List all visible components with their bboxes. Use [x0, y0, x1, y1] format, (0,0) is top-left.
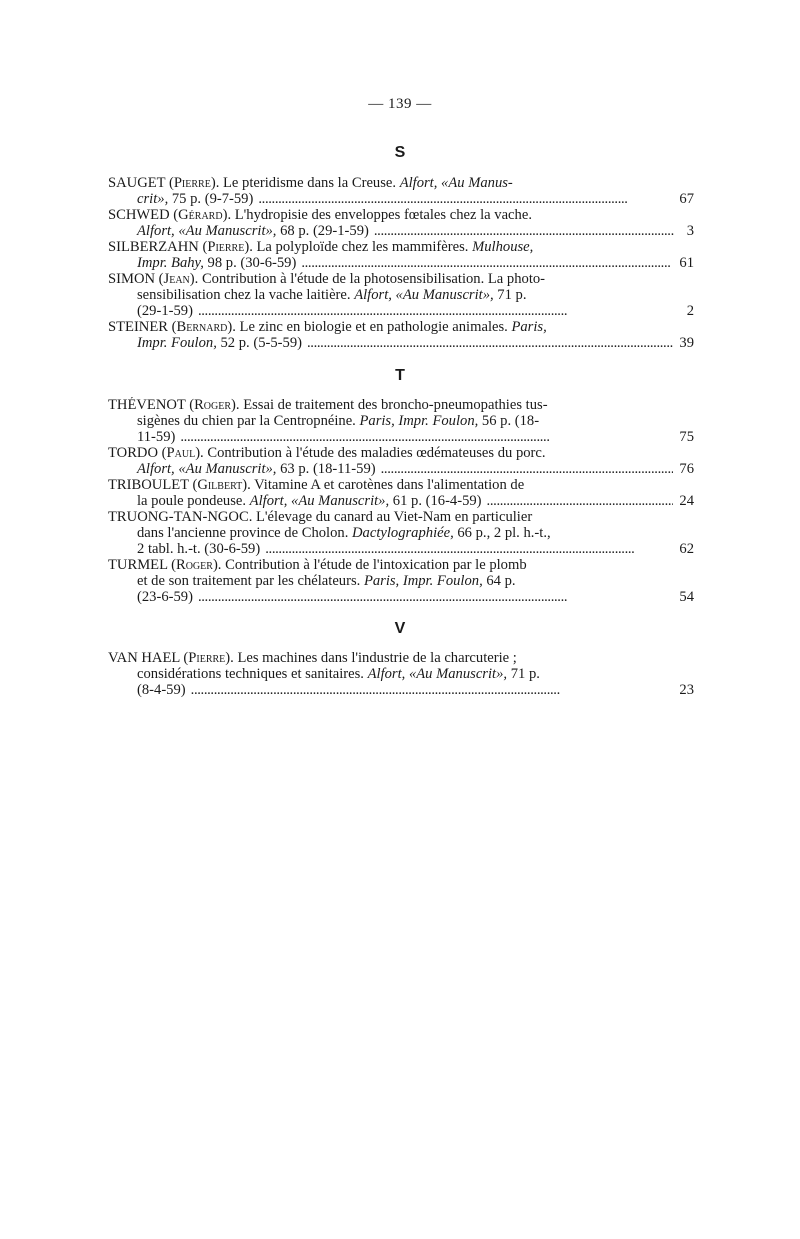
bibliography-entry — [108, 477, 694, 509]
entry-line — [108, 461, 694, 477]
entry-text: VAN HAEL ( — [108, 650, 189, 666]
entry-publication: Alfort, «Au Manuscrit», — [249, 493, 390, 509]
entry-text: TURMEL ( — [108, 557, 176, 573]
entry-publication: Alfort, «Au Manuscrit», — [137, 461, 277, 477]
entry-publication: Impr. Foulon, — [137, 335, 217, 351]
entry-publication: Paris, — [511, 319, 547, 335]
entry-text: la poule pondeuse. — [137, 493, 250, 509]
entry-line — [108, 477, 694, 493]
section-letter-s: S — [394, 144, 406, 161]
entry-text: SAUGET ( — [108, 175, 174, 191]
entry-line — [108, 223, 694, 239]
entry-text: considérations techniques et sanitaires. — [137, 666, 368, 682]
entry-publication: Alfort, «Au Manuscrit», — [354, 287, 494, 303]
bibliography-entry — [108, 557, 694, 605]
entry-text: ). Le zinc en biologie et en pathologie animales. — [227, 319, 512, 335]
page-number: — 139 — — [368, 96, 432, 112]
entry-line — [108, 397, 694, 413]
entry-text: 66 p., 2 pl. h.-t., — [453, 525, 551, 541]
leader-dots — [265, 541, 673, 557]
author-firstname: Paul — [166, 445, 196, 461]
entry-line — [108, 191, 694, 207]
entry-text: 68 p. (29-1-59) — [276, 223, 369, 239]
entry-line — [108, 589, 694, 605]
page-reference: 62 — [679, 541, 694, 557]
entry-line — [108, 287, 694, 303]
entry-line — [108, 319, 694, 335]
entry-text: ). Vitamine A et carotènes dans l'alimentation de — [242, 477, 525, 493]
entry-text: 64 p. — [482, 573, 516, 589]
entry-text: ). La polyploïde chez les mammifères. — [244, 239, 473, 255]
entry-text: (29-1-59) — [137, 303, 193, 319]
entry-text: TRIBOULET ( — [108, 477, 198, 493]
section-letter-v: V — [394, 620, 406, 637]
author-firstname: Pierre — [207, 239, 245, 255]
entry-text: ). Contribution à l'étude de la photosensibilisation. La photo- — [189, 271, 546, 287]
leader-dots — [487, 493, 674, 509]
bibliography-entry — [108, 207, 694, 239]
entry-publication: Paris, Impr. Foulon, — [359, 413, 479, 429]
author-firstname: Jean — [163, 271, 190, 287]
bibliography-entry — [108, 319, 694, 351]
leader-dots — [381, 461, 674, 477]
page-reference: 23 — [679, 682, 694, 698]
entry-text: 98 p. (30-6-59) — [203, 255, 297, 271]
entry-line — [108, 557, 694, 573]
entry-text: 63 p. (18-11-59) — [276, 461, 376, 477]
entry-publication: Alfort, «Au Manuscrit», — [137, 223, 277, 239]
entry-line — [108, 255, 694, 271]
page-reference: 67 — [679, 191, 694, 207]
leader-dots — [198, 303, 674, 319]
entry-line — [108, 493, 694, 509]
entry-text: sensibilisation chez la vache laitière. — [137, 287, 355, 303]
entry-line — [108, 666, 694, 682]
leader-dots — [301, 255, 673, 271]
entry-line — [108, 271, 694, 287]
section-s-entries — [108, 175, 694, 351]
author-firstname: Bernard — [176, 319, 228, 335]
entry-line — [108, 413, 694, 429]
leader-dots — [180, 429, 673, 445]
entry-line — [108, 573, 694, 589]
entry-text: 61 p. (16-4-59) — [389, 493, 482, 509]
entry-line — [108, 541, 694, 557]
entry-text: ). Contribution à l'étude de l'intoxication par le plomb — [212, 557, 527, 573]
entry-line — [108, 239, 694, 255]
author-firstname: Pierre — [173, 175, 211, 191]
entry-line — [108, 303, 694, 319]
author-firstname: Gérard — [178, 207, 223, 223]
page-reference: 54 — [679, 589, 694, 605]
entry-text: THÉVENOT ( — [108, 397, 195, 413]
entry-publication: Impr. Bahy, — [137, 255, 204, 271]
author-firstname: Pierre — [188, 650, 226, 666]
entry-line — [108, 525, 694, 541]
entry-text: et de son traitement par les chélateurs. — [137, 573, 364, 589]
page-reference: 3 — [686, 223, 694, 239]
bibliography-entry — [108, 239, 694, 271]
leader-dots — [191, 682, 674, 698]
leader-dots — [374, 223, 674, 239]
entry-text: ). Essai de traitement des broncho-pneumopathies tus- — [231, 397, 548, 413]
entry-line — [108, 650, 694, 666]
author-firstname: Roger — [194, 397, 232, 413]
leader-dots — [307, 335, 673, 351]
entry-publication: Alfort, «Au Manus- — [399, 175, 513, 191]
bibliography-entry — [108, 175, 694, 207]
entry-text: ). L'hydropisie des enveloppes fœtales chez la vache. — [222, 207, 532, 223]
entry-publication: Paris, Impr. Foulon, — [363, 573, 483, 589]
bibliography-entry — [108, 650, 694, 698]
entry-publication: crit», — [137, 191, 169, 207]
entry-text: ). Contribution à l'étude des maladies œdémateuses du porc. — [195, 445, 546, 461]
entry-line — [108, 429, 694, 445]
leader-dots — [198, 589, 673, 605]
section-v-entries — [108, 650, 694, 698]
entry-text: ). Le pteridisme dans la Creuse. — [210, 175, 400, 191]
page-reference: 39 — [679, 335, 694, 351]
bibliography-entry — [108, 397, 694, 445]
entry-text: ). Les machines dans l'industrie de la charcuterie ; — [225, 650, 517, 666]
page-reference: 61 — [679, 255, 694, 271]
entry-text: sigènes du chien par la Centropnéine. — [137, 413, 360, 429]
entry-line — [108, 445, 694, 461]
page-reference: 76 — [679, 461, 694, 477]
entry-text: SCHWED ( — [108, 207, 179, 223]
entry-text: (8-4-59) — [137, 682, 186, 698]
entry-line — [108, 335, 694, 351]
bibliography-entry — [108, 445, 694, 477]
entry-line — [108, 682, 694, 698]
entry-text: 56 p. (18- — [478, 413, 540, 429]
page-reference: 2 — [686, 303, 694, 319]
bibliography-entry — [108, 509, 694, 557]
bibliography-entry — [108, 271, 694, 319]
entry-text: TORDO ( — [108, 445, 167, 461]
entry-text: SILBERZAHN ( — [108, 239, 208, 255]
entry-text: 11-59) — [137, 429, 176, 445]
author-firstname: Gilbert — [197, 477, 243, 493]
entry-publication: Alfort, «Au Manuscrit», — [367, 666, 508, 682]
entry-text: STEINER ( — [108, 319, 177, 335]
entry-line — [108, 509, 694, 525]
entry-text: TRUONG-TAN-NGOC. L'élevage du canard au Viet-Nam en particulier — [108, 509, 533, 525]
entry-text: (23-6-59) — [137, 589, 193, 605]
page-reference: 24 — [679, 493, 694, 509]
section-t-entries — [108, 397, 694, 605]
entry-text: 75 p. (9-7-59) — [168, 191, 254, 207]
entry-publication: Mulhouse, — [472, 239, 534, 255]
entry-line — [108, 175, 694, 191]
entry-line — [108, 207, 694, 223]
author-firstname: Roger — [175, 557, 213, 573]
leader-dots — [258, 191, 673, 207]
entry-text: 71 p. — [493, 287, 527, 303]
entry-text: 52 p. (5-5-59) — [216, 335, 302, 351]
entry-publication: Dactylographiée, — [352, 525, 454, 541]
section-letter-t: T — [395, 367, 405, 384]
entry-text: 2 tabl. h.-t. (30-6-59) — [137, 541, 261, 557]
page-reference: 75 — [679, 429, 694, 445]
entry-text: 71 p. — [507, 666, 540, 682]
entry-text: dans l'ancienne province de Cholon. — [137, 525, 352, 541]
entry-text: SIMON ( — [108, 271, 164, 287]
